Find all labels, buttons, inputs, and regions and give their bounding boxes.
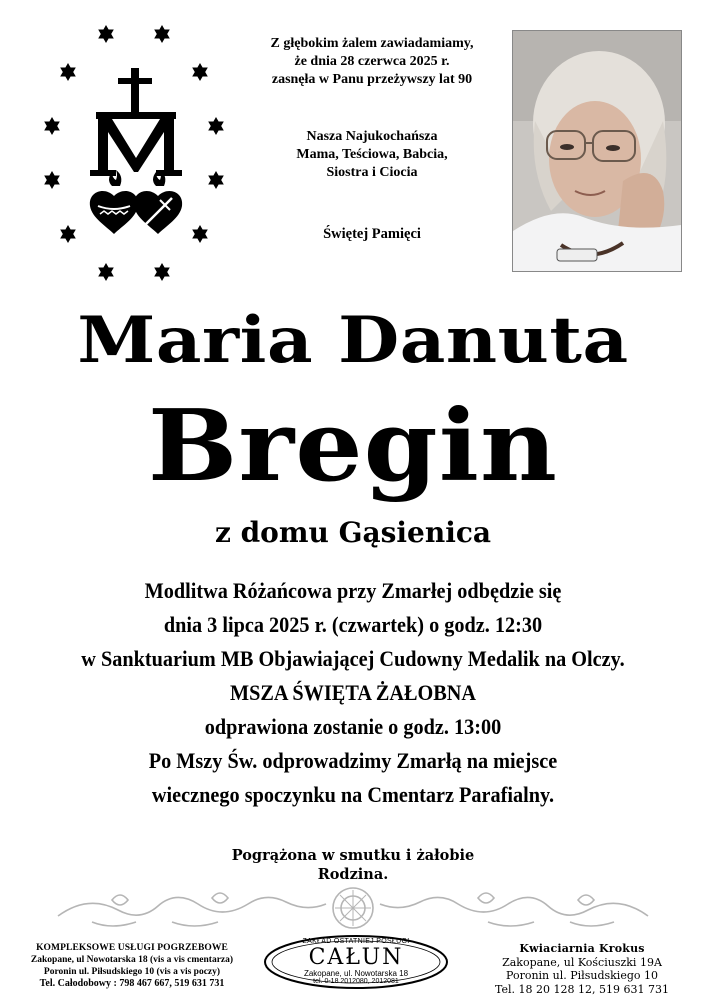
- logo-subtitle: ZAKŁAD OSTATNIEJ POSŁUGI: [302, 938, 410, 945]
- announcement-line: zasnęła w Panu przeżywszy lat 90: [271, 72, 473, 87]
- relations-text: [238, 128, 506, 182]
- logo-phone: tel. 0-18 2012080, 2012081: [313, 978, 399, 985]
- logo-name: CAŁUN: [308, 945, 404, 970]
- florist-info: [462, 942, 702, 996]
- logo-address: Zakopane, ul. Nowotarska 18: [303, 969, 409, 978]
- ceremony-line: Po Mszy Św. odprowadzimy Zmarłą na miejsce: [148, 748, 558, 773]
- funeral-service-line: Tel. Całodobowy : 798 467 667, 519 631 731: [39, 978, 225, 989]
- florist-line: Tel. 18 20 128 12, 519 631 731: [495, 982, 669, 996]
- ceremony-line: MSZA ŚWIĘTA ŻAŁOBNA: [229, 680, 477, 705]
- announcement-line: że dnia 28 czerwca 2025 r.: [294, 54, 450, 69]
- maiden-name: z domu Gąsienica: [214, 516, 492, 549]
- mourners-line: Rodzina.: [317, 866, 389, 883]
- florist-name: Kwiaciarnia Krokus: [519, 942, 645, 955]
- funeral-service-line: KOMPLEKSOWE USŁUGI POGRZEBOWE: [36, 943, 228, 953]
- ceremony-line: odprawiona zostanie o godz. 13:00: [204, 714, 502, 739]
- relations-line: Siostra i Ciocia: [326, 165, 418, 180]
- ceremony-details: [0, 574, 706, 812]
- announcement-line: Z głębokim żalem zawiadamiamy,: [270, 36, 474, 51]
- deceased-portrait: [512, 30, 682, 272]
- ceremony-line: dnia 3 lipca 2025 r. (czwartek) o godz. 12:30: [163, 612, 543, 637]
- deceased-first-names: Maria Danuta: [77, 303, 629, 378]
- miraculous-medal-icon: [38, 20, 238, 290]
- mourners-signature: [0, 846, 706, 884]
- funeral-service-line: Zakopane, ul Nowotarska 18 (vis a vis cmentarza): [30, 955, 234, 965]
- relations-line: Mama, Teściowa, Babcia,: [296, 147, 448, 162]
- ceremony-line: w Sanktuarium MB Objawiającej Cudowny Medalik na Olczy.: [81, 646, 625, 671]
- announcement-text: [238, 35, 506, 89]
- memory-heading: Świętej Pamięci: [323, 226, 421, 242]
- calun-logo: [262, 934, 450, 990]
- ceremony-line: Modlitwa Różańcowa przy Zmarłej odbędzie się: [144, 578, 562, 603]
- funeral-service-line: Poronin ul. Piłsudskiego 10 (vis a vis poczy): [43, 967, 221, 977]
- ceremony-line: wiecznego spoczynku na Cmentarz Parafialny.: [151, 782, 555, 807]
- florist-line: Zakopane, ul Kościuszki 19A: [502, 955, 662, 969]
- relations-line: Nasza Najukochańsza: [306, 129, 438, 144]
- mourners-line: Pogrążona w smutku i żałobie: [231, 847, 475, 864]
- florist-line: Poronin ul. Piłsudskiego 10: [506, 969, 658, 982]
- deceased-surname: Bregin: [147, 389, 559, 504]
- floral-ornament: [52, 882, 654, 934]
- funeral-service-info: [12, 942, 252, 990]
